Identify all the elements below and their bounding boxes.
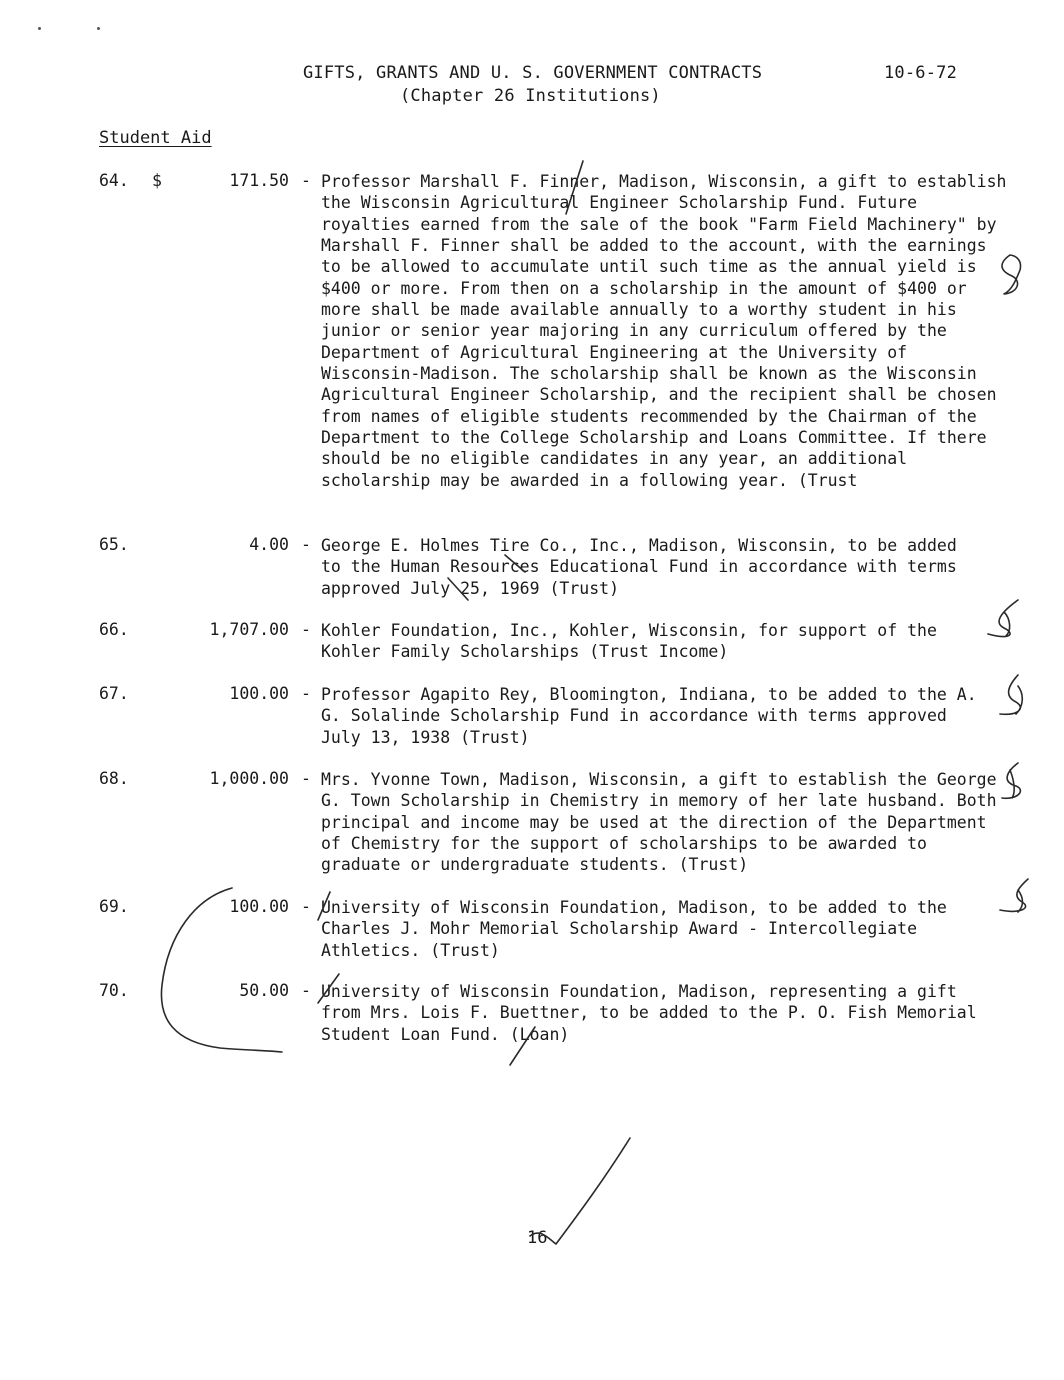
entry-amount: 100.00 [229,684,289,703]
page-number: 16 [527,1228,548,1248]
entry-number: 67. [99,684,129,703]
currency-symbol: $ [152,171,162,190]
entry-amount: 100.00 [229,897,289,916]
section-title: Student Aid [99,128,212,148]
entry-amount: 1,000.00 [209,769,289,788]
entry-description: University of Wisconsin Foundation, Madison, representing a gift from Mrs. Lois F. Buettner, to be added to the P. O. Fish Memorial Student Loan Fund. (Loan) [321,982,977,1044]
entry-separator: - [301,897,311,916]
entry-number: 70. [99,981,129,1000]
entry-number: 68. [99,769,129,788]
entry-separator: - [301,981,311,1000]
document-date: 10-6-72 [884,63,958,83]
entry-amount: 50.00 [239,981,289,1000]
entry-description: University of Wisconsin Foundation, Madison, to be added to the Charles J. Mohr Memorial Scholarship Award - Intercollegiate Athletics. (Trust) [321,898,947,960]
entry-number: 66. [99,620,129,639]
document-title: GIFTS, GRANTS AND U. S. GOVERNMENT CONTRACTS [303,63,763,83]
checkmark-tick [988,600,1018,636]
entry-separator: - [301,684,311,703]
entry-description: Professor Agapito Rey, Bloomington, Indiana, to be added to the A. G. Solalinde Scholarship Fund in accordance with terms approved July 13, 1938 (Trust) [321,685,977,747]
entry-separator: - [301,620,311,639]
entry-description: Kohler Foundation, Inc., Kohler, Wisconsin, for support of the Kohler Family Scholarships (Trust Income) [321,621,937,662]
entry-number: 69. [99,897,129,916]
document-subtitle: (Chapter 26 Institutions) [400,86,661,106]
scan-speck [97,27,100,30]
entry-separator: - [301,171,311,190]
entry-separator: - [301,535,311,554]
entry-number: 64. [99,171,129,190]
entry-description: Mrs. Yvonne Town, Madison, Wisconsin, a gift to establish the George G. Town Scholarship in Chemistry in memory of her late husband. Both principal and income may be used at the direction of the Department of Chemistry for the support of scholarships to be awarded to graduate or undergraduate students. (Trust) [321,770,997,875]
checkmark-tick [1000,675,1022,714]
entry-description: Professor Marshall F. Finner, Madison, Wisconsin, a gift to establish the Wisconsin Agricultural Engineer Scholarship Fund. Future royalties earned from the sale of the book "Farm Field Machinery" by Marshall F. Finner shall be added to the account, with the earnings to be allowed to accumulate until such time as the annual yield is $400 or more. From then on a scholarship in the amount of $400 or more shall be made available annually to a worthy student in his junior or senior year majoring in any curriculum offered by the Department of Agricultural Engineering at the University of Wisconsin-Madison. The scholarship shall be known as the Wisconsin Agricultural Engineer Scholarship, and the recipient shall be chosen from names of eligible students recommended by the Chairman of the Department to the College Scholarship and Loans Committee. If there should be no eligible candidates in any year, an additional scholarship may be awarded in a following year. (Trust [321,172,1007,490]
entry-description: George E. Holmes Tire Co., Inc., Madison, Wisconsin, to be added to the Human Resources Educational Fund in accordance with terms approved July 25, 1969 (Trust) [321,536,957,598]
entry-amount: 171.50 [229,171,289,190]
entry-separator: - [301,769,311,788]
scan-speck [38,27,41,30]
entry-amount: 4.00 [249,535,289,554]
entry-amount: 1,707.00 [209,620,289,639]
entry-number: 65. [99,535,129,554]
